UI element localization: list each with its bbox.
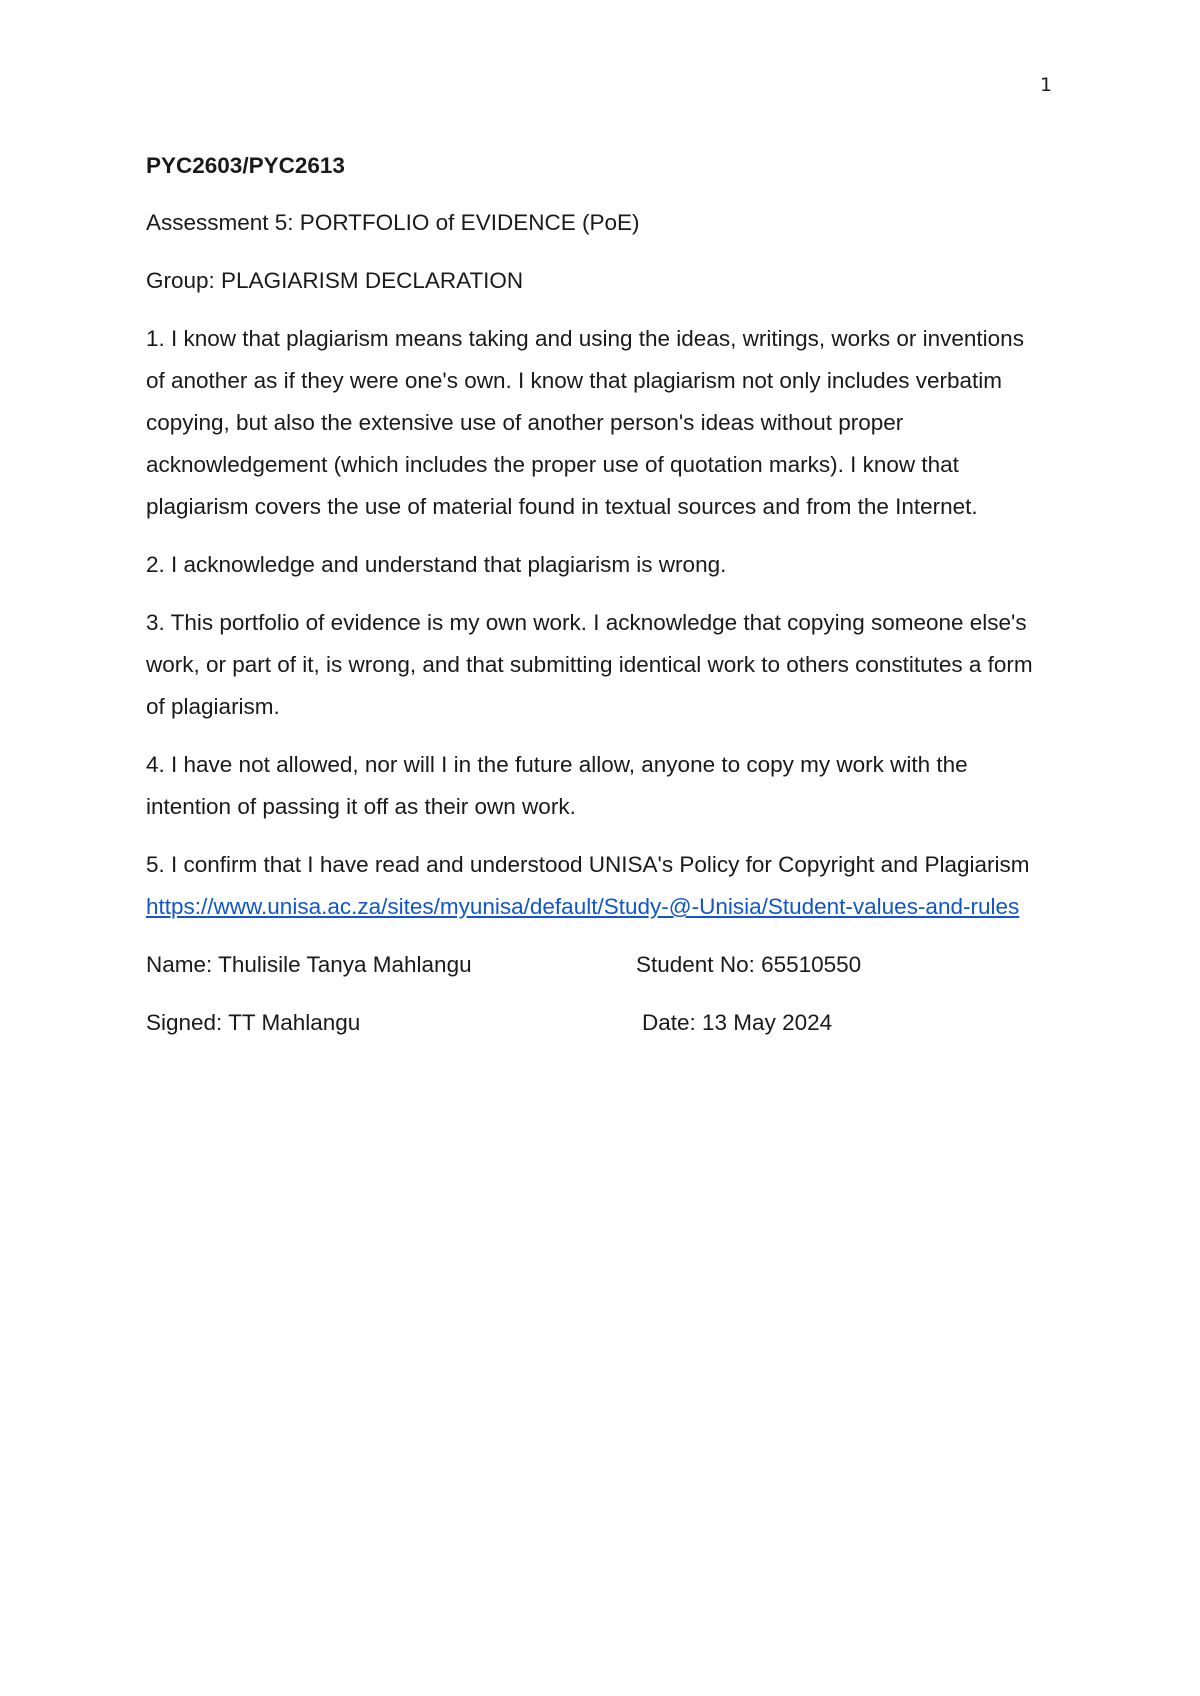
- document-body: [146, 145, 1046, 1060]
- declaration-item-4: 4. I have not allowed, nor will I in the future allow, anyone to copy my work with the intention of passing it off as their own work.: [146, 752, 968, 819]
- assessment-title: Assessment 5: PORTFOLIO of EVIDENCE (PoE): [146, 210, 640, 235]
- signature-date: Date: 13 May 2024: [642, 1010, 833, 1035]
- policy-link[interactable]: https://www.unisa.ac.za/sites/myunisa/default/Study-@-Unisia/Student-values-and-rules: [146, 894, 1020, 919]
- declaration-item-5: [146, 844, 1046, 928]
- page-number: 1: [1040, 74, 1053, 96]
- group-title: Group: PLAGIARISM DECLARATION: [146, 268, 524, 293]
- policy-text: 5. I confirm that I have read and understood UNISA's Policy for Copyright and Plagiarism: [146, 852, 1030, 877]
- student-name: Name: Thulisile Tanya Mahlangu: [146, 952, 472, 977]
- name-row: [146, 944, 1046, 986]
- student-number: Student No: 65510550: [636, 952, 862, 977]
- signed-row: [146, 1002, 1046, 1044]
- signature: Signed: TT Mahlangu: [146, 1010, 361, 1035]
- declaration-item-3: 3. This portfolio of evidence is my own work. I acknowledge that copying someone else's work, or part of it, is wrong, and that submitting identical work to others constitutes a form of plagiarism.: [146, 610, 1033, 719]
- declaration-item-2: 2. I acknowledge and understand that plagiarism is wrong.: [146, 552, 727, 577]
- course-code-heading: PYC2603/PYC2613: [146, 153, 345, 178]
- declaration-item-1: 1. I know that plagiarism means taking and using the ideas, writings, works or inventions of another as if they were one's own. I know that plagiarism not only includes verbatim copying, but also the extensive use of another person's ideas without proper acknowledgement (which includes the proper use of quotation marks). I know that plagiarism covers the use of material found in textual sources and from the Internet.: [146, 326, 1024, 519]
